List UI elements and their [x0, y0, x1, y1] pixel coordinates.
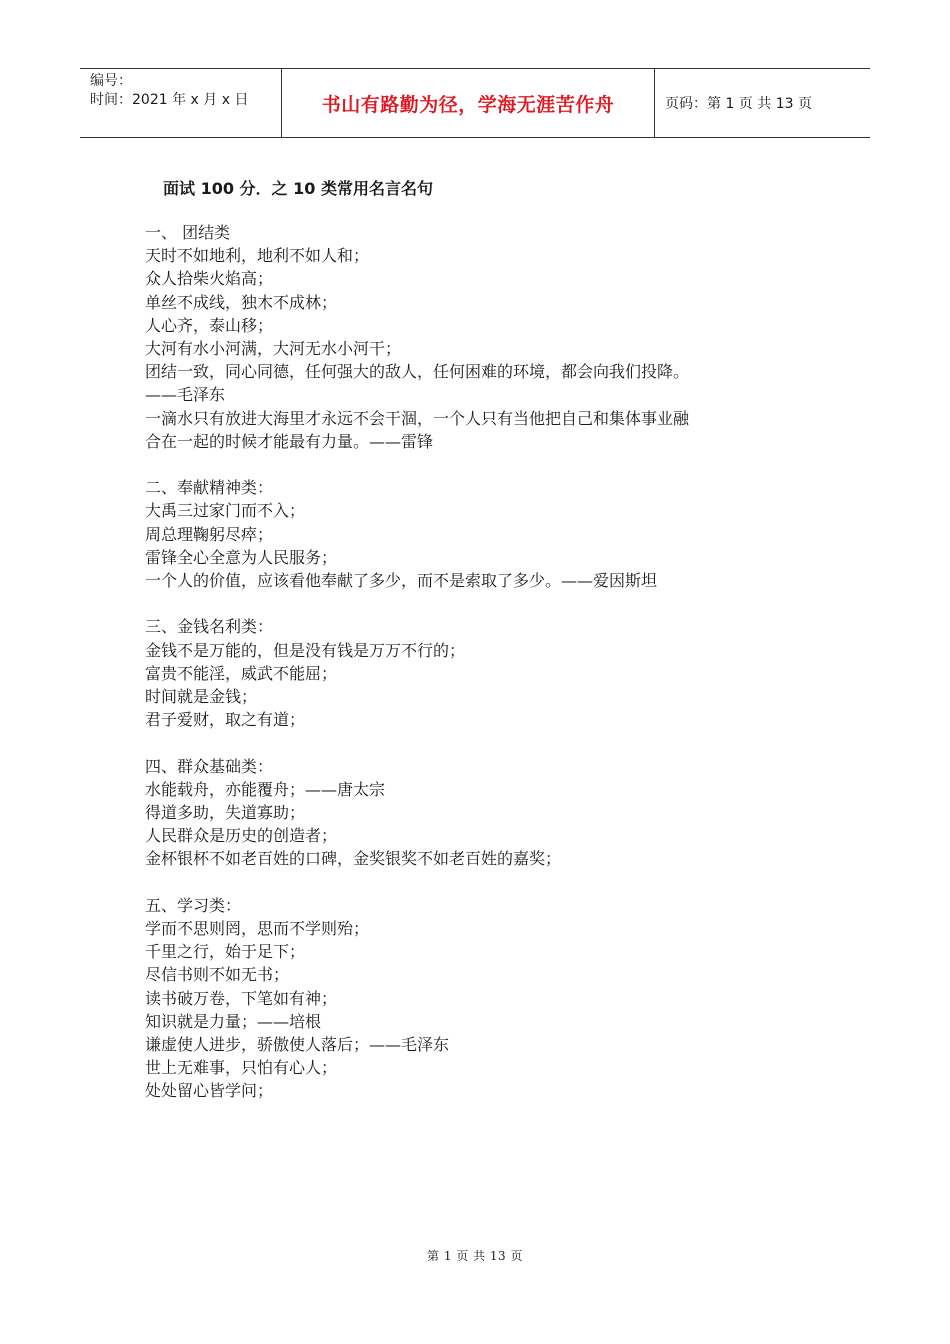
quote-line: 人民群众是历史的创造者；: [145, 826, 338, 846]
quote-line: 学而不思则罔，思而不学则殆；: [145, 919, 370, 939]
document-body: [145, 221, 845, 1126]
quote-line: 谦虚使人进步，骄傲使人落后；——毛泽东: [145, 1035, 450, 1055]
section: [145, 894, 845, 1103]
header-motto: 书山有路勤为径，学海无涯苦作舟: [282, 69, 655, 137]
quote-line: 君子爱财，取之有道；: [145, 710, 306, 730]
quote-line: 单丝不成线，独木不成林；: [145, 292, 338, 312]
quote-line: 世上无难事，只怕有心人；: [145, 1058, 338, 1078]
quote-line: 人心齐，泰山移；: [145, 315, 274, 335]
section-heading: 一、 团结类: [145, 223, 231, 242]
page-footer: 第 1 页 共 13 页: [427, 1249, 523, 1263]
quote-line: 大河有水小河满，大河无水小河干；: [145, 339, 402, 359]
quote-line: 大禹三过家门而不入；: [145, 501, 306, 521]
quote-line: 金杯银杯不如老百姓的口碑，金奖银奖不如老百姓的嘉奖；: [145, 849, 562, 869]
quote-line: 读书破万卷，下笔如有神；: [145, 988, 338, 1008]
quote-line: 一滴水只有放进大海里才永远不会干涸，一个人只有当他把自己和集体事业融: [145, 408, 690, 428]
quote-line: 金钱不是万能的，但是没有钱是万万不行的；: [145, 640, 466, 660]
section-heading: 二、奉献精神类：: [145, 478, 274, 498]
quote-line: 千里之行，始于足下；: [145, 942, 306, 962]
quote-line: 时间就是金钱；: [145, 687, 258, 707]
section-heading: 五、学习类：: [145, 895, 242, 915]
header-meta-cell: [80, 69, 282, 137]
number-label: 编号：: [90, 73, 132, 89]
section-heading: 四、群众基础类：: [145, 756, 274, 776]
section-heading: 三、金钱名利类：: [145, 617, 274, 637]
quote-line: ——毛泽东: [145, 385, 226, 405]
section: [145, 755, 845, 871]
quote-line: 知识就是力量；——培根: [145, 1011, 322, 1031]
section: [145, 476, 845, 592]
quote-line: 得道多助，失道寡助；: [145, 803, 306, 823]
time-label: 时间：2021 年 x 月 x 日: [90, 92, 249, 108]
quote-line: 富贵不能淫，威武不能屈；: [145, 663, 338, 683]
document-header: [80, 68, 870, 138]
section: [145, 615, 845, 731]
quote-line: 处处留心皆学问；: [145, 1081, 274, 1101]
quote-line: 周总理鞠躬尽瘁；: [145, 524, 274, 544]
quote-line: 尽信书则不如无书；: [145, 965, 290, 985]
document-title: 面试 100 分．之 10 类常用名言名句: [163, 179, 433, 198]
header-page-info: 页码：第 1 页 共 13 页: [665, 96, 812, 112]
quote-line: 合在一起的时候才能最有力量。——雷锋: [145, 431, 434, 451]
quote-line: 水能载舟，亦能覆舟；——唐太宗: [145, 779, 386, 799]
quote-line: 团结一致，同心同德，任何强大的敌人，任何困难的环境，都会向我们投降。: [145, 362, 690, 382]
quote-line: 一个人的价值，应该看他奉献了多少，而不是索取了多少。——爱因斯坦: [145, 571, 658, 591]
quote-line: 众人拾柴火焰高；: [145, 269, 274, 289]
quote-line: 天时不如地利，地利不如人和；: [145, 246, 370, 266]
section: [145, 221, 845, 453]
quote-line: 雷锋全心全意为人民服务；: [145, 547, 338, 567]
